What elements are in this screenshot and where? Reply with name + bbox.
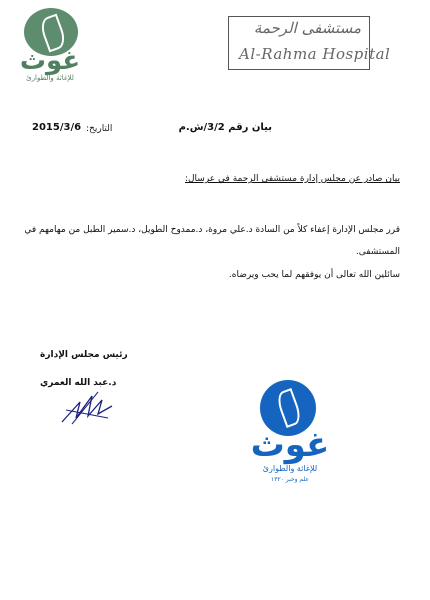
statement-subject: بيان صادر عن مجلس إدارة مستشفى الرحمة في عرسال: [184,174,400,184]
statement-reference: بيان رقم 3/2/ش.م [178,122,272,133]
logo-established: علم وخبر ١٣٢٠ [271,476,309,483]
hospital-name-arabic: مستشفى الرحمة [253,19,361,37]
logo-tagline: للإغاثة والطوارئ [262,464,318,473]
logo-name: غوث [250,425,330,465]
logo-name: غوث [19,46,81,76]
body-line: قرر مجلس الإدارة إعفاء كلاً من السادة د.علي مروة، د.ممدوح الطويل، د.سمير الطبل من مهامهم في [24,225,400,235]
date-label: التاريخ: [86,124,113,134]
body-line: المستشفى. [355,247,400,257]
date-value: 2015/3/6 [32,122,82,133]
signatory-name: د.عبد الله العمري [40,378,117,388]
hospital-name-english: Al-Rahma Hospital [239,45,391,63]
signatory-title: رئيس مجلس الإدارة [40,350,128,360]
handwritten-signature [58,388,118,428]
logo-tagline: للإغاثة والطوارئ [26,74,74,82]
body-line: سائلين الله تعالى أن يوفقهم لما يحب ويرضاه. [228,270,400,280]
hospital-name-box [228,16,391,70]
ghawth-logo-green [10,8,90,80]
ghawth-logo-blue [238,380,342,490]
